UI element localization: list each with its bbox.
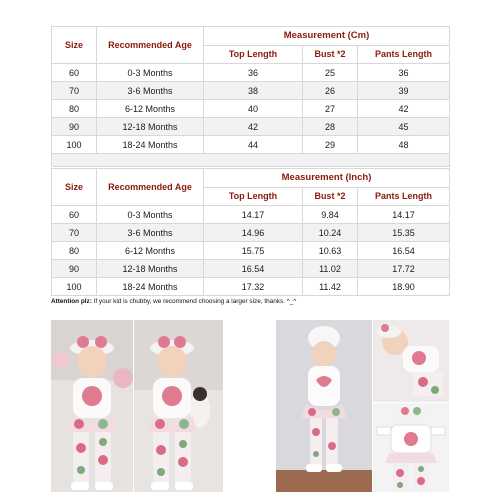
cell-top: 16.54 — [204, 260, 303, 278]
table-row — [52, 242, 450, 260]
table-row — [52, 82, 450, 100]
header-size: Size — [52, 27, 97, 64]
table-row — [52, 118, 450, 136]
cell-bust: 27 — [303, 100, 358, 118]
cell-pants: 15.35 — [358, 224, 450, 242]
cell-bust: 11.02 — [303, 260, 358, 278]
header-recommended-age: Recommended Age — [97, 169, 204, 206]
attention-note — [51, 298, 449, 305]
cell-pants: 17.72 — [358, 260, 450, 278]
product-photo-flatlay — [373, 403, 449, 492]
cell-age: 6-12 Months — [97, 100, 204, 118]
header-bust: Bust *2 — [303, 45, 358, 64]
size-table-cm — [51, 26, 450, 167]
attention-text: If your kid is chubby, we recommend choosing a larger size, thanks. ^_^ — [93, 298, 297, 305]
cell-size: 100 — [52, 136, 97, 154]
cell-pants: 18.90 — [358, 278, 450, 296]
header-measurement: Measurement (Inch) — [204, 169, 450, 188]
size-table-inch — [51, 168, 450, 296]
cell-pants: 39 — [358, 82, 450, 100]
cell-top: 36 — [204, 64, 303, 82]
cell-age: 12-18 Months — [97, 118, 204, 136]
header-top-length: Top Length — [204, 45, 303, 64]
table-row — [52, 100, 450, 118]
cell-pants: 45 — [358, 118, 450, 136]
cell-bust: 28 — [303, 118, 358, 136]
product-photo-front-2 — [134, 320, 223, 492]
table-row — [52, 224, 450, 242]
cell-age: 18-24 Months — [97, 136, 204, 154]
cell-bust: 26 — [303, 82, 358, 100]
cell-bust: 10.63 — [303, 242, 358, 260]
cell-top: 17.32 — [204, 278, 303, 296]
cell-pants: 16.54 — [358, 242, 450, 260]
cell-size: 70 — [52, 82, 97, 100]
table-row — [52, 278, 450, 296]
cell-top: 14.17 — [204, 206, 303, 224]
cell-size: 90 — [52, 260, 97, 278]
cell-age: 0-3 Months — [97, 64, 204, 82]
cell-top: 42 — [204, 118, 303, 136]
cell-size: 60 — [52, 206, 97, 224]
cell-top: 15.75 — [204, 242, 303, 260]
header-measurement: Measurement (Cm) — [204, 27, 450, 46]
attention-label: Attention plz: — [51, 298, 92, 305]
cell-bust: 10.24 — [303, 224, 358, 242]
product-photo-front-1 — [51, 320, 133, 492]
table-row — [52, 64, 450, 82]
cell-bust: 11.42 — [303, 278, 358, 296]
cell-age: 3-6 Months — [97, 82, 204, 100]
cell-pants: 42 — [358, 100, 450, 118]
cell-pants: 14.17 — [358, 206, 450, 224]
header-top-length: Top Length — [204, 187, 303, 206]
cell-pants: 48 — [358, 136, 450, 154]
cell-age: 18-24 Months — [97, 278, 204, 296]
cell-size: 80 — [52, 242, 97, 260]
header-pants-length: Pants Length — [358, 187, 450, 206]
header-pants-length: Pants Length — [358, 45, 450, 64]
table-row — [52, 260, 450, 278]
cell-size: 70 — [52, 224, 97, 242]
cell-top: 14.96 — [204, 224, 303, 242]
cell-bust: 9.84 — [303, 206, 358, 224]
header-recommended-age: Recommended Age — [97, 27, 204, 64]
table-row — [52, 206, 450, 224]
product-photo-lying — [373, 320, 449, 402]
cell-age: 12-18 Months — [97, 260, 204, 278]
cell-bust: 29 — [303, 136, 358, 154]
cell-top: 38 — [204, 82, 303, 100]
header-bust: Bust *2 — [303, 187, 358, 206]
table-spacer-row — [52, 154, 450, 167]
header-size: Size — [52, 169, 97, 206]
cell-age: 3-6 Months — [97, 224, 204, 242]
cell-top: 44 — [204, 136, 303, 154]
cell-size: 100 — [52, 278, 97, 296]
cell-top: 40 — [204, 100, 303, 118]
table-row — [52, 136, 450, 154]
cell-size: 60 — [52, 64, 97, 82]
cell-size: 80 — [52, 100, 97, 118]
cell-size: 90 — [52, 118, 97, 136]
product-photo-standing — [276, 320, 372, 492]
cell-age: 6-12 Months — [97, 242, 204, 260]
cell-pants: 36 — [358, 64, 450, 82]
cell-bust: 25 — [303, 64, 358, 82]
cell-age: 0-3 Months — [97, 206, 204, 224]
